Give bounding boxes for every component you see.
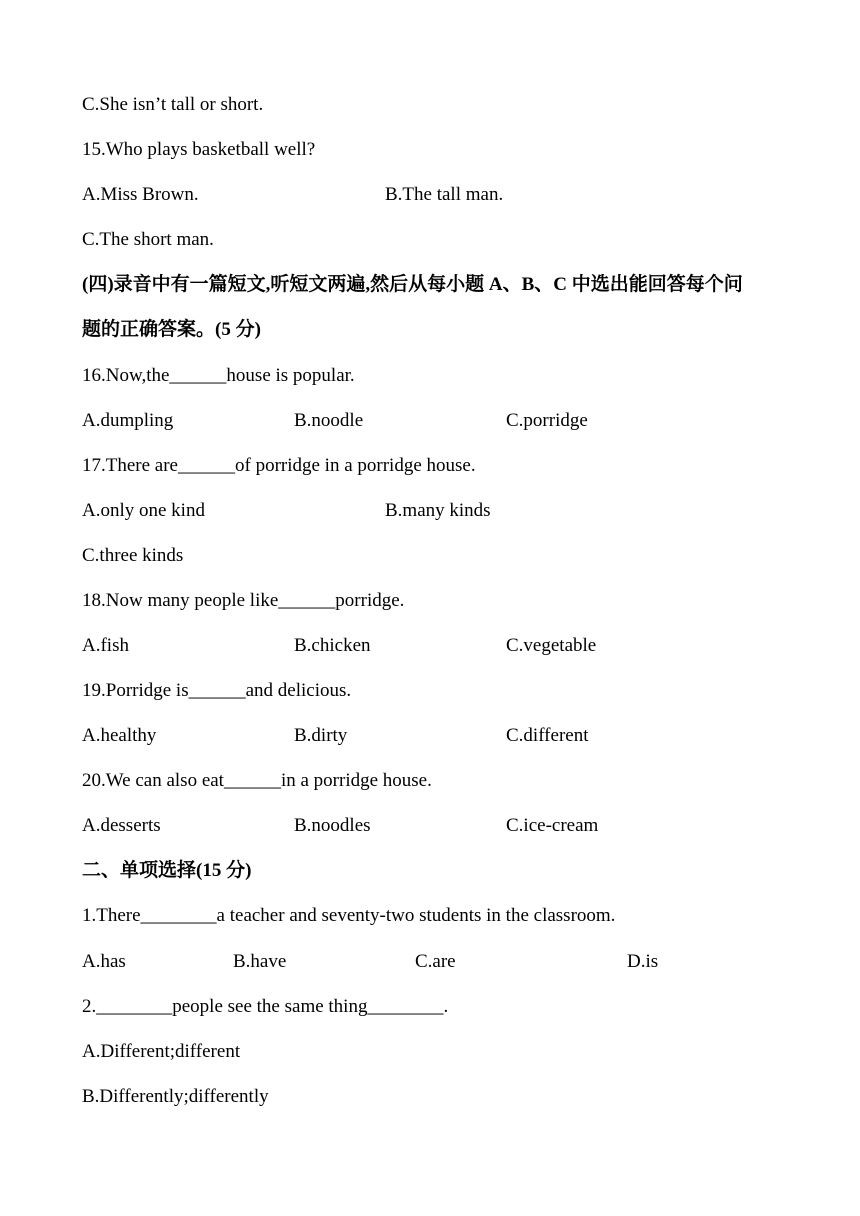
q20-option-c: C.ice-cream [506, 815, 599, 836]
q15-option-b: B.The tall man. [385, 184, 504, 205]
mc2-option-b: B.Differently;differently [82, 1086, 269, 1107]
mc2-option-a: A.Different;different [82, 1041, 241, 1062]
mc1-option-a: A.has [82, 951, 126, 972]
q17-question: 17.There are______of porridge in a porridge house. [82, 455, 476, 476]
q16-option-c: C.porridge [506, 410, 588, 431]
q19-option-a: A.healthy [82, 725, 157, 746]
section-4-instruction: (四)录音中有一篇短文,听短文两遍,然后从每小题 A、B、C 中选出能回答每个问 [82, 274, 743, 295]
q16-option-a: A.dumpling [82, 410, 174, 431]
q15-option-c: C.The short man. [82, 229, 214, 250]
q17-option-c: C.three kinds [82, 545, 184, 566]
q17-option-a: A.only one kind [82, 500, 205, 521]
mc1-option-d: D.is [627, 951, 659, 972]
mc1-option-c: C.are [415, 951, 456, 972]
q18-option-c: C.vegetable [506, 635, 597, 656]
mc1-question: 1.There________a teacher and seventy-two students in the classroom. [82, 905, 616, 926]
q20-option-b: B.noodles [294, 815, 371, 836]
q20-question: 20.We can also eat______in a porridge house. [82, 770, 432, 791]
q14-option-c: C.She isn’t tall or short. [82, 94, 264, 115]
q15-option-a: A.Miss Brown. [82, 184, 199, 205]
q20-option-a: A.desserts [82, 815, 161, 836]
q18-option-b: B.chicken [294, 635, 371, 656]
q18-option-a: A.fish [82, 635, 129, 656]
q18-question: 18.Now many people like______porridge. [82, 590, 405, 611]
q19-option-b: B.dirty [294, 725, 348, 746]
mc2-question: 2.________people see the same thing________. [82, 996, 449, 1017]
section-4-instruction-cont: 题的正确答案。(5 分) [82, 319, 261, 340]
q17-option-b: B.many kinds [385, 500, 491, 521]
q15-question: 15.Who plays basketball well? [82, 139, 316, 160]
q19-option-c: C.different [506, 725, 589, 746]
mc1-option-b: B.have [233, 951, 287, 972]
q16-question: 16.Now,the______house is popular. [82, 365, 355, 386]
q19-question: 19.Porridge is______and delicious. [82, 680, 352, 701]
q16-option-b: B.noodle [294, 410, 364, 431]
section-2-heading: 二、单项选择(15 分) [82, 860, 252, 881]
